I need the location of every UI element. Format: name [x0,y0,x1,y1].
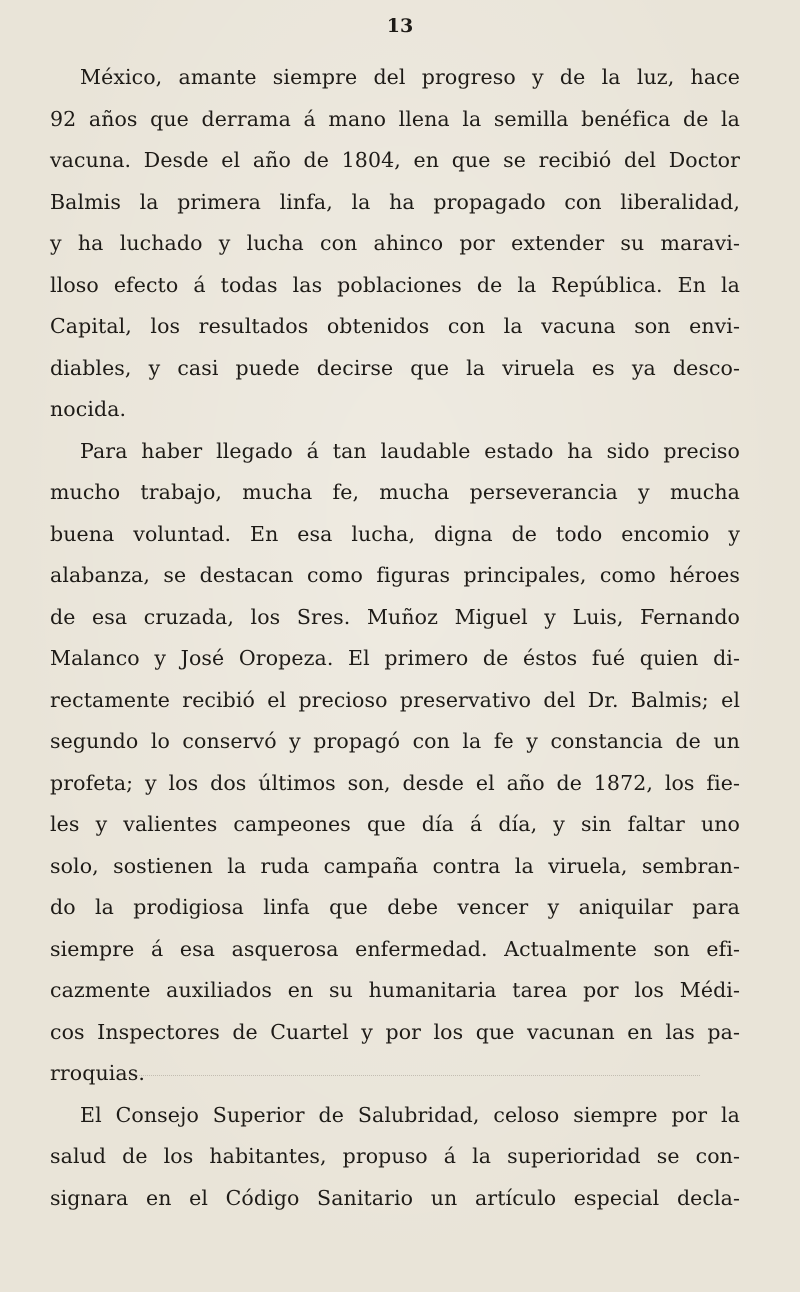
body-text [50,57,740,1219]
text-line: cos Inspectores de Cuartel y por los que vacunan en las pa- [50,1019,740,1044]
text-line: salud de los habitantes, propuso á la superioridad se con- [50,1144,740,1168]
text-line: de esa cruzada, los Sres. Muñoz Miguel y Luis, Fernando [50,604,740,629]
text-line: cazmente auxiliados en su humanitaria tarea por los Médi- [50,978,740,1002]
paper-smudge [120,1075,700,1077]
text-line: Capital, los resultados obtenidos con la vacuna son envi- [50,314,740,338]
text-line: solo, sostienen la ruda campaña contra la viruela, sembran- [50,853,740,878]
text-line: vacuna. Desde el año de 1804, en que se recibió del Doctor [50,148,740,172]
text-line: les y valientes campeones que día á día, y sin faltar uno [50,812,740,836]
text-line: rectamente recibió el precioso preservativo del Dr. Balmis; el [50,687,740,712]
text-line: siempre á esa asquerosa enfermedad. Actualmente son efi- [50,936,740,961]
page-number: 13 [386,15,414,37]
text-line: y ha luchado y lucha con ahinco por extender su maravi- [50,231,740,255]
text-line: rroquias. [50,1061,145,1085]
text-line: do la prodigiosa linfa que debe vencer y aniquilar para [50,895,740,919]
text-line: alabanza, se destacan como figuras principales, como héroes [50,563,740,587]
text-line: Malanco y José Oropeza. El primero de éstos fué quien di- [50,646,740,670]
text-line: profeta; y los dos últimos son, desde el año de 1872, los fie- [50,770,740,795]
text-line: nocida. [50,397,127,421]
text-line: buena voluntad. En esa lucha, digna de todo encomio y [50,521,740,546]
text-line: diables, y casi puede decirse que la viruela es ya desco- [50,355,740,380]
text-line: Balmis la primera linfa, la ha propagado con liberalidad, [50,189,740,214]
text-line: lloso efecto á todas las poblaciones de la República. En la [50,272,740,297]
text-line: Para haber llegado á tan laudable estado ha sido preciso [80,438,740,463]
text-line: segundo lo conservó y propagó con la fe y constancia de un [50,729,740,753]
text-line: México, amante siempre del progreso y de la luz, hace [80,65,740,89]
text-line: signara en el Código Sanitario un artículo especial decla- [50,1185,740,1210]
text-line: 92 años que derrama á mano llena la semilla benéfica de la [50,106,740,131]
text-line: El Consejo Superior de Salubridad, celoso siempre por la [80,1102,740,1127]
text-line: mucho trabajo, mucha fe, mucha perseverancia y mucha [50,480,740,504]
